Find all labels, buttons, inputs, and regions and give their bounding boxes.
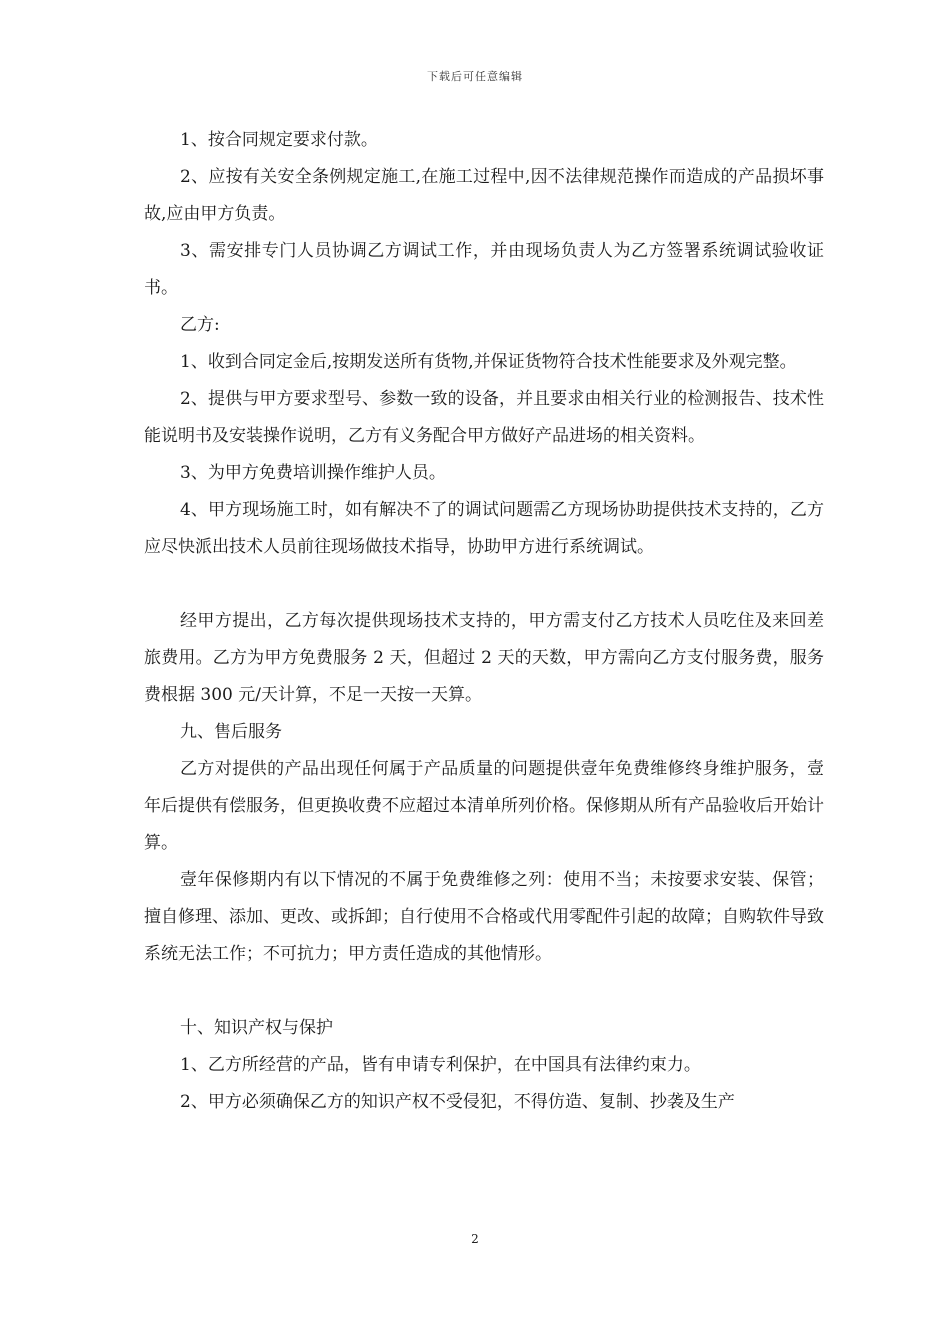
paragraph-coordination: 3、需安排专门人员协调乙方调试工作，并由现场负责人为乙方签署系统调试验收证书。 — [144, 241, 824, 298]
paragraph-training: 3、为甲方免费培训操作维护人员。 — [180, 463, 446, 483]
paragraph-spacer — [144, 566, 824, 603]
section-heading-after-sales: 九、售后服务 — [180, 722, 282, 742]
page-header: 下载后可任意编辑 — [427, 70, 523, 83]
paragraph-travel-costs: 经甲方提出，乙方每次提供现场技术支持的，甲方需支付乙方技术人员吃住及来回差旅费用。乙方为甲方免费服务 2 天，但超过 2 天的天数，甲方需向乙方支付服务费，服务费根据 300 元/天计算，不足一天按一天算。 — [144, 611, 824, 705]
paragraph-spacer — [144, 973, 824, 1010]
paragraph-warranty-exclusions: 壹年保修期内有以下情况的不属于免费维修之列：使用不当；未按要求安装、保管；擅自修理、添加、更改、或拆卸；自行使用不合格或代用零配件引起的故障；自购软件导致系统无法工作；不可抗力；甲方责任造成的其他情形。 — [144, 870, 824, 964]
page-number: 2 — [471, 1232, 479, 1246]
paragraph-delivery: 1、收到合同定金后,按期发送所有货物,并保证货物符合技术性能要求及外观完整。 — [180, 352, 797, 372]
paragraph-ip-protection: 2、甲方必须确保乙方的知识产权不受侵犯，不得仿造、复制、抄袭及生产 — [180, 1092, 735, 1112]
paragraph-patents: 1、乙方所经营的产品，皆有申请专利保护，在中国具有法律约束力。 — [180, 1055, 701, 1075]
paragraph-party-b-heading: 乙方: — [180, 315, 220, 335]
section-heading-ip: 十、知识产权与保护 — [180, 1018, 333, 1038]
paragraph-warranty: 乙方对提供的产品出现任何属于产品质量的问题提供壹年免费维修终身维护服务，壹年后提供有偿服务，但更换收费不应超过本清单所列价格。保修期从所有产品验收后开始计算。 — [144, 759, 824, 853]
paragraph-payment: 1、按合同规定要求付款。 — [180, 130, 378, 150]
paragraph-equipment: 2、提供与甲方要求型号、参数一致的设备，并且要求由相关行业的检测报告、技术性能说明书及安装操作说明，乙方有义务配合甲方做好产品进场的相关资料。 — [144, 389, 824, 446]
paragraph-onsite-support: 4、甲方现场施工时，如有解决不了的调试问题需乙方现场协助提供技术支持的，乙方应尽快派出技术人员前往现场做技术指导，协助甲方进行系统调试。 — [144, 500, 824, 557]
paragraph-safety: 2、应按有关安全条例规定施工,在施工过程中,因不法律规范操作而造成的产品损坏事故,应由甲方负责。 — [144, 167, 824, 224]
document-body — [144, 122, 824, 1121]
